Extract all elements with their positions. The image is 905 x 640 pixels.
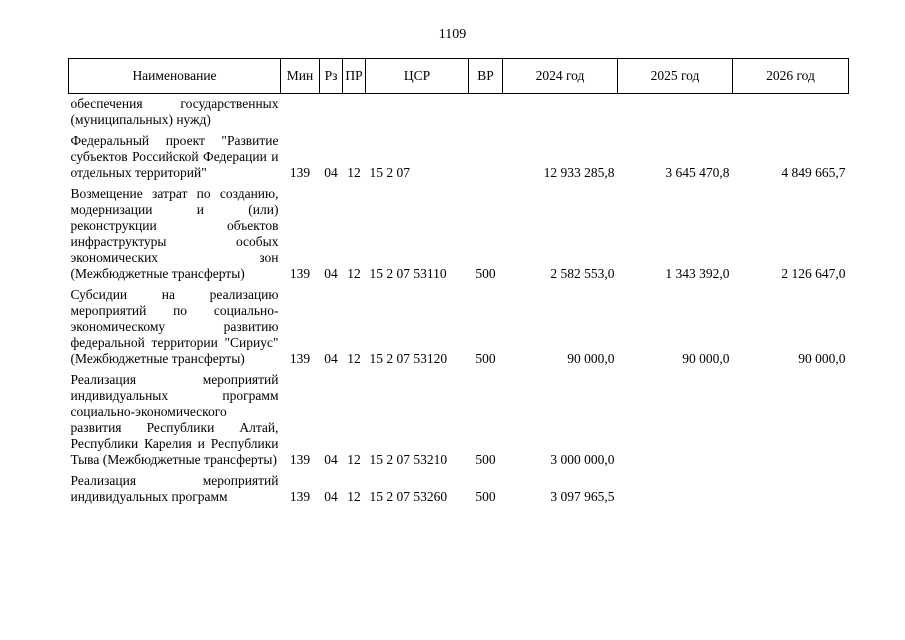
- row-pr: 12: [347, 489, 361, 504]
- row-min: 139: [289, 452, 311, 467]
- row-name: обеспечения государственных (муниципальных) нужд): [70, 96, 279, 127]
- row-csr: 15 2 07 53110: [369, 266, 447, 281]
- table-row: [69, 473, 849, 510]
- row-vr: 500: [475, 489, 496, 504]
- row-csr: 15 2 07 53260: [369, 489, 448, 504]
- row-vr: 500: [475, 266, 496, 281]
- row-rz: 04: [324, 452, 338, 467]
- row-pr: 12: [347, 165, 361, 180]
- row-2024: 3 000 000,0: [550, 452, 615, 467]
- row-rz: 04: [324, 266, 338, 281]
- header-2024: 2024 год: [503, 59, 618, 94]
- row-csr: 15 2 07 53120: [369, 351, 448, 366]
- page-number: 1109: [438, 27, 467, 42]
- row-min: 139: [289, 351, 311, 366]
- header-pr: ПР: [343, 59, 366, 94]
- header-rz: Рз: [320, 59, 343, 94]
- table-row: [69, 94, 849, 134]
- row-min: 139: [289, 266, 311, 281]
- row-2025: 1 343 392,0: [665, 266, 730, 281]
- row-csr: 15 2 07 53210: [369, 452, 448, 467]
- row-vr: 500: [475, 351, 496, 366]
- row-rz: 04: [324, 489, 338, 504]
- header-2025: 2025 год: [618, 59, 733, 94]
- row-2025: 3 645 470,8: [665, 165, 730, 180]
- row-pr: [343, 94, 366, 134]
- row-name: Федеральный проект "Развитие субъектов Российской Федерации и отдельных территорий": [70, 133, 279, 180]
- row-2025: 90 000,0: [682, 351, 730, 366]
- table-row: [69, 372, 849, 473]
- header-min: Мин: [281, 59, 320, 94]
- row-rz: 04: [324, 351, 338, 366]
- row-csr: [366, 94, 469, 134]
- row-2024: 2 582 553,0: [550, 266, 615, 281]
- row-pr: 12: [347, 266, 361, 281]
- row-name: Субсидии на реализацию мероприятий по социально-экономическому развитию федеральной территории "Сириус" (Межбюджетные трансферты): [70, 287, 279, 366]
- table-row: [69, 133, 849, 186]
- budget-table: [68, 58, 849, 510]
- row-min: 139: [289, 165, 311, 180]
- row-pr: 12: [347, 452, 361, 467]
- table-row: [69, 186, 849, 287]
- row-name: Реализация мероприятий индивидуальных программ социально-экономического развития Республики Алтай, Республики Карелия и Республики Тыва (Межбюджетные трансферты): [70, 372, 279, 467]
- row-name: Реализация мероприятий индивидуальных программ: [70, 473, 279, 504]
- row-csr: 15 2 07: [369, 165, 410, 180]
- row-vr: [469, 133, 503, 186]
- row-min: [281, 94, 320, 134]
- header-name: Наименование: [69, 59, 281, 94]
- table-row: [69, 287, 849, 372]
- row-vr: 500: [475, 452, 496, 467]
- row-2025: [618, 94, 733, 134]
- row-2024: 12 933 285,8: [543, 165, 615, 180]
- row-2024: 90 000,0: [567, 351, 615, 366]
- row-name: Возмещение затрат по созданию, модернизации и (или) реконструкции объектов инфраструктуры особых экономических зон (Межбюджетные трансферты): [70, 186, 279, 281]
- row-rz: 04: [324, 165, 338, 180]
- header-2026: 2026 год: [733, 59, 849, 94]
- row-min: 139: [289, 489, 311, 504]
- row-2026: 90 000,0: [798, 351, 846, 366]
- header-vr: ВР: [469, 59, 503, 94]
- header-csr: ЦСР: [366, 59, 469, 94]
- row-2025: [618, 372, 733, 473]
- row-vr: [469, 94, 503, 134]
- row-2026: 4 849 665,7: [781, 165, 846, 180]
- table-header-row: [69, 59, 849, 94]
- row-2024: 3 097 965,5: [550, 489, 615, 504]
- row-2026: [733, 94, 849, 134]
- row-2026: [733, 372, 849, 473]
- row-2026: [733, 473, 849, 510]
- row-2024: [503, 94, 618, 134]
- row-2026: 2 126 647,0: [781, 266, 846, 281]
- row-pr: 12: [347, 351, 361, 366]
- row-rz: [320, 94, 343, 134]
- row-2025: [618, 473, 733, 510]
